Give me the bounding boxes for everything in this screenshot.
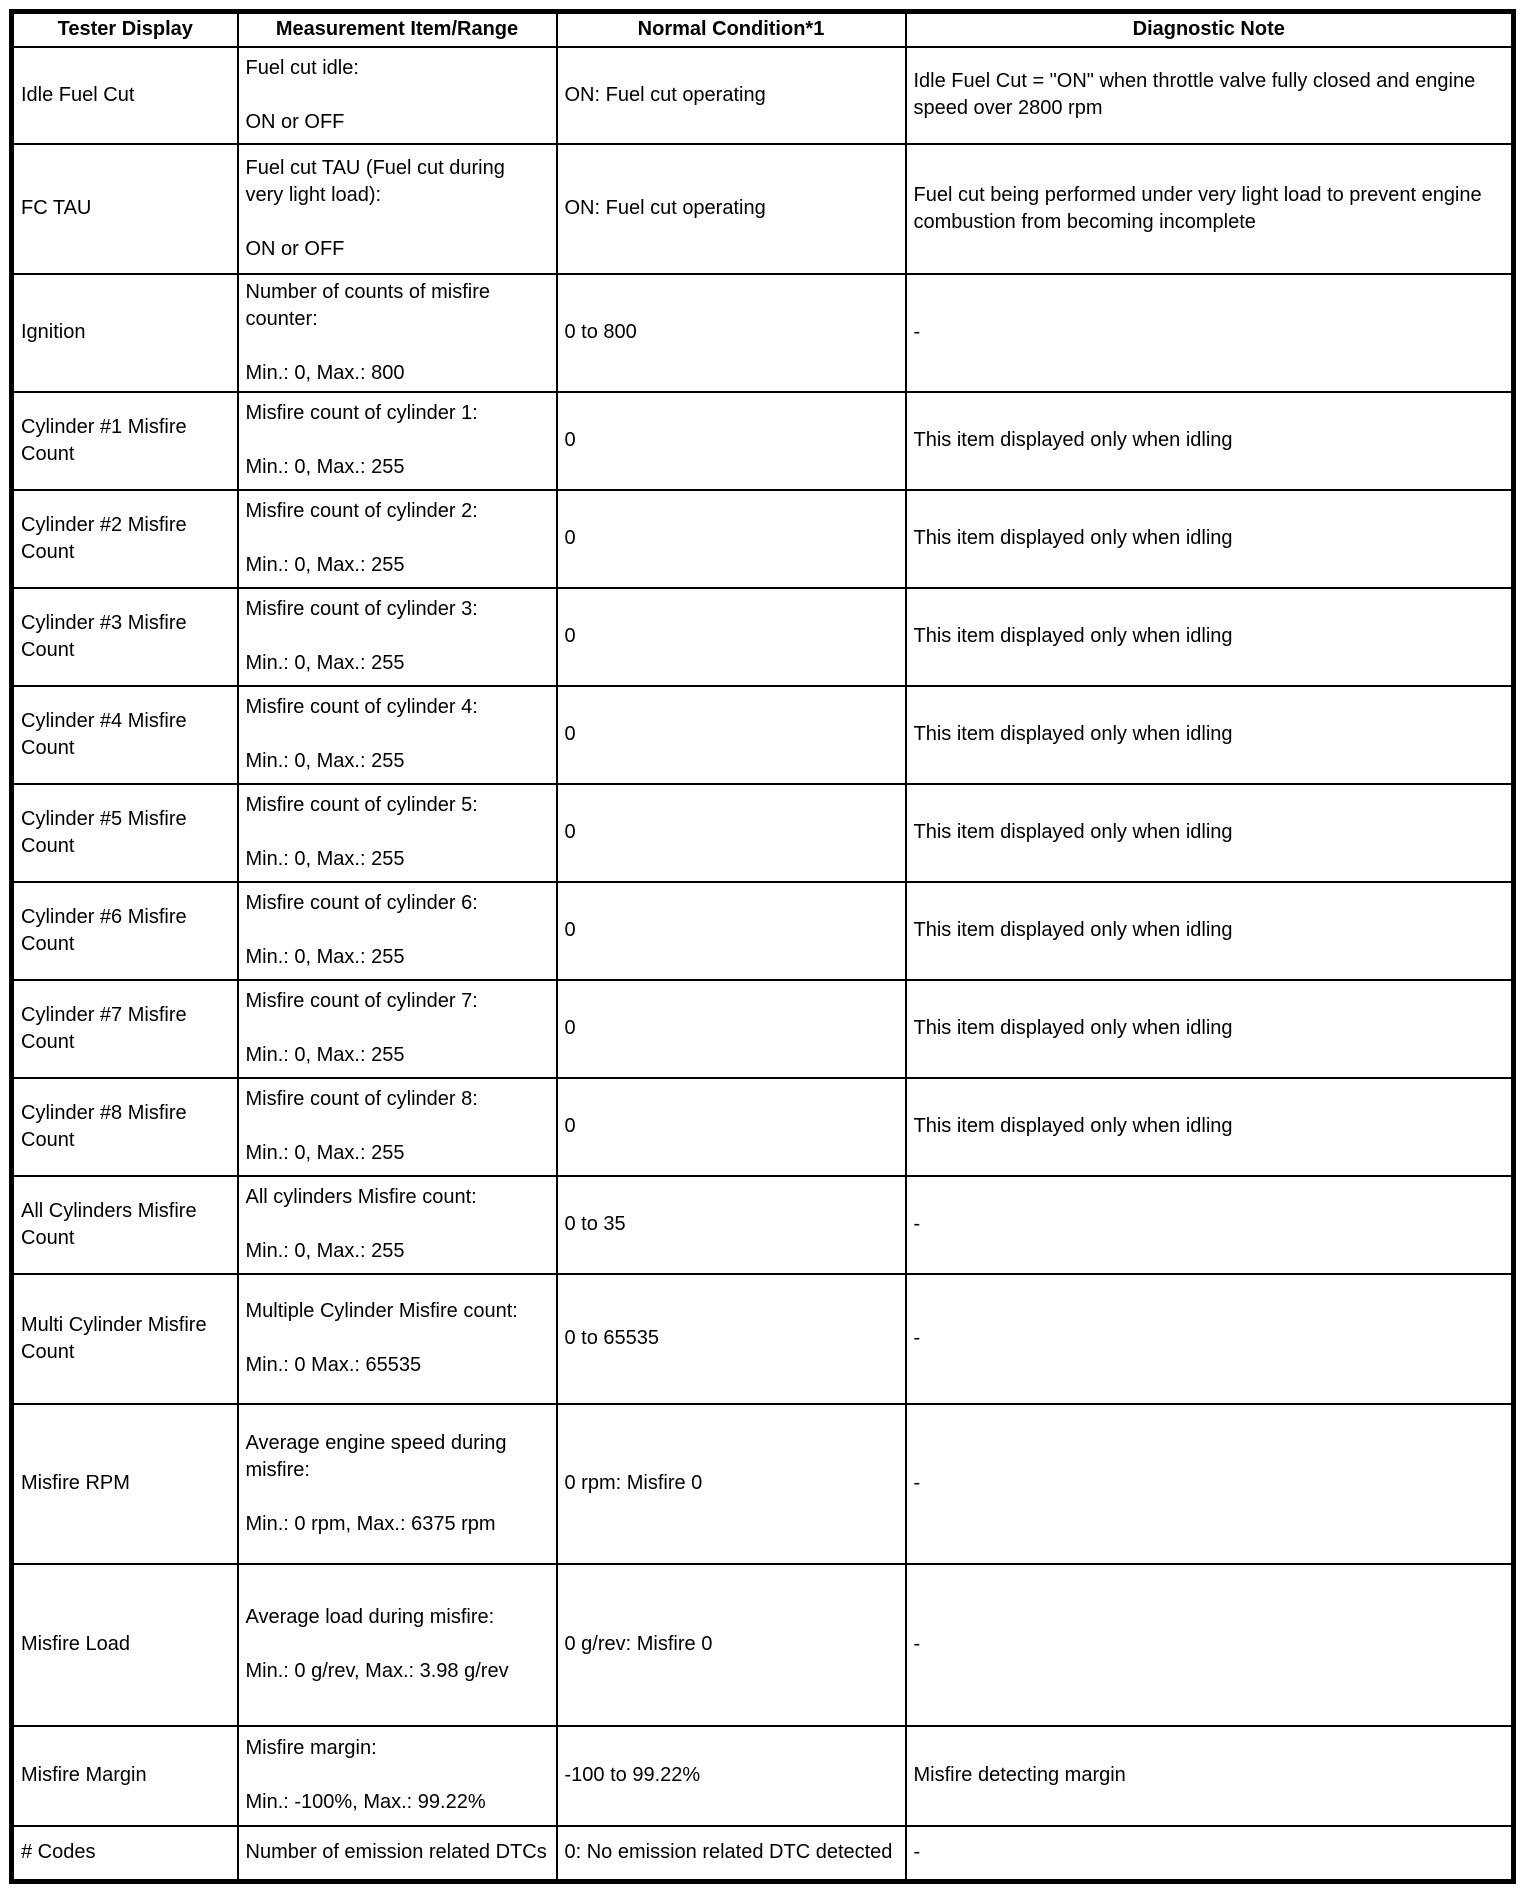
tester-display-cell: Cylinder #5 Misfire Count xyxy=(12,784,238,882)
column-header-tester-display: Tester Display xyxy=(12,12,238,47)
measurement-item-line: Min.: 0, Max.: 255 xyxy=(245,750,405,772)
measurement-item-line: All cylinders Misfire count: xyxy=(245,1186,477,1208)
diagnostic-note-cell: Fuel cut being performed under very light load to prevent engine combustion from becoming incomplete xyxy=(906,144,1514,274)
measurement-item-line: Min.: 0, Max.: 800 xyxy=(245,361,405,384)
measurement-item-line: Number of counts of misfire counter: xyxy=(245,280,491,330)
measurement-item-range-cell xyxy=(238,980,557,1078)
normal-condition-cell: 0 xyxy=(557,490,906,588)
measurement-item-range-cell xyxy=(238,144,557,274)
tester-display-cell: Multi Cylinder Misfire Count xyxy=(12,1274,238,1404)
table-row xyxy=(12,882,1514,980)
measurement-item-range-cell xyxy=(238,686,557,784)
measurement-item-range-cell xyxy=(238,392,557,490)
measurement-item-range-cell xyxy=(238,490,557,588)
normal-condition-cell: 0: No emission related DTC detected xyxy=(557,1826,906,1882)
diagnostic-note-cell: This item displayed only when idling xyxy=(906,686,1514,784)
measurement-item-line: Min.: 0, Max.: 255 xyxy=(245,554,405,576)
normal-condition-cell: 0 to 800 xyxy=(557,274,906,392)
measurement-item-line: Number of emission related DTCs xyxy=(245,1841,547,1864)
table-header xyxy=(12,12,1514,47)
table-row xyxy=(12,274,1514,392)
measurement-item-line: Misfire count of cylinder 6: xyxy=(245,892,478,914)
diagnostic-note-cell: - xyxy=(906,1564,1514,1726)
table-row xyxy=(12,490,1514,588)
diagnostic-note-cell: - xyxy=(906,1176,1514,1274)
measurement-item-line: Misfire count of cylinder 2: xyxy=(245,500,478,522)
measurement-item-line: Fuel cut idle: xyxy=(245,56,359,79)
diagnostic-note-cell: This item displayed only when idling xyxy=(906,588,1514,686)
table-row xyxy=(12,1176,1514,1274)
diagnostic-note-cell: Misfire detecting margin xyxy=(906,1726,1514,1826)
measurement-item-range-cell xyxy=(238,882,557,980)
diagnostic-data-table xyxy=(9,9,1516,1884)
measurement-item-line: Min.: 0 g/rev, Max.: 3.98 g/rev xyxy=(245,1660,509,1682)
diagnostic-note-cell: This item displayed only when idling xyxy=(906,784,1514,882)
measurement-item-line: Min.: 0, Max.: 255 xyxy=(245,652,405,674)
measurement-item-line: Misfire margin: xyxy=(245,1737,377,1759)
measurement-item-line: ON or OFF xyxy=(245,237,345,260)
measurement-item-range-cell xyxy=(238,1826,557,1882)
table-row xyxy=(12,47,1514,144)
header-row xyxy=(12,12,1514,47)
table-row xyxy=(12,1404,1514,1564)
normal-condition-cell: 0 xyxy=(557,980,906,1078)
measurement-item-line: Min.: 0, Max.: 255 xyxy=(245,848,405,870)
diagnostic-note-cell: This item displayed only when idling xyxy=(906,882,1514,980)
measurement-item-line: Average engine speed during misfire: xyxy=(245,1431,507,1481)
tester-display-cell: Ignition xyxy=(12,274,238,392)
table-row xyxy=(12,392,1514,490)
measurement-item-line: Min.: 0, Max.: 255 xyxy=(245,456,405,478)
measurement-item-line: Misfire count of cylinder 5: xyxy=(245,794,478,816)
table-row xyxy=(12,1078,1514,1176)
tester-display-cell: Misfire RPM xyxy=(12,1404,238,1564)
diagnostic-note-cell: - xyxy=(906,1404,1514,1564)
tester-display-cell: Cylinder #1 Misfire Count xyxy=(12,392,238,490)
measurement-item-line: Min.: 0, Max.: 255 xyxy=(245,1044,405,1066)
table-row xyxy=(12,1726,1514,1826)
tester-display-cell: Cylinder #6 Misfire Count xyxy=(12,882,238,980)
diagnostic-note-cell: - xyxy=(906,1826,1514,1882)
table-row xyxy=(12,686,1514,784)
tester-display-cell: Misfire Load xyxy=(12,1564,238,1726)
normal-condition-cell: -100 to 99.22% xyxy=(557,1726,906,1826)
measurement-item-line: Average load during misfire: xyxy=(245,1606,495,1628)
diagnostic-note-cell: - xyxy=(906,274,1514,392)
tester-display-cell: Misfire Margin xyxy=(12,1726,238,1826)
measurement-item-line: Min.: 0, Max.: 255 xyxy=(245,1142,405,1164)
measurement-item-range-cell xyxy=(238,784,557,882)
normal-condition-cell: ON: Fuel cut operating xyxy=(557,47,906,144)
table-row xyxy=(12,980,1514,1078)
normal-condition-cell: 0 xyxy=(557,882,906,980)
measurement-item-line: Fuel cut TAU (Fuel cut during very light load): xyxy=(245,156,505,206)
normal-condition-cell: 0 xyxy=(557,784,906,882)
measurement-item-range-cell xyxy=(238,47,557,144)
tester-display-cell: Idle Fuel Cut xyxy=(12,47,238,144)
measurement-item-range-cell xyxy=(238,274,557,392)
tester-display-cell: Cylinder #2 Misfire Count xyxy=(12,490,238,588)
column-header-normal-condition: Normal Condition*1 xyxy=(557,12,906,47)
tester-display-cell: Cylinder #7 Misfire Count xyxy=(12,980,238,1078)
measurement-item-line: Min.: 0, Max.: 255 xyxy=(245,1240,405,1262)
normal-condition-cell: 0 xyxy=(557,392,906,490)
diagnostic-note-cell: This item displayed only when idling xyxy=(906,980,1514,1078)
measurement-item-line: Misfire count of cylinder 3: xyxy=(245,598,478,620)
tester-display-cell: Cylinder #4 Misfire Count xyxy=(12,686,238,784)
normal-condition-cell: ON: Fuel cut operating xyxy=(557,144,906,274)
table-row xyxy=(12,1564,1514,1726)
measurement-item-line: ON or OFF xyxy=(245,110,345,133)
table-row xyxy=(12,784,1514,882)
table-row xyxy=(12,1274,1514,1404)
table-row xyxy=(12,144,1514,274)
normal-condition-cell: 0 rpm: Misfire 0 xyxy=(557,1404,906,1564)
column-header-measurement-item-range: Measurement Item/Range xyxy=(238,12,557,47)
diagnostic-note-cell: This item displayed only when idling xyxy=(906,490,1514,588)
measurement-item-range-cell xyxy=(238,1274,557,1404)
measurement-item-line: Misfire count of cylinder 4: xyxy=(245,696,478,718)
normal-condition-cell: 0 to 35 xyxy=(557,1176,906,1274)
table-row xyxy=(12,1826,1514,1882)
normal-condition-cell: 0 to 65535 xyxy=(557,1274,906,1404)
measurement-item-range-cell xyxy=(238,1078,557,1176)
tester-display-cell: FC TAU xyxy=(12,144,238,274)
normal-condition-cell: 0 xyxy=(557,588,906,686)
measurement-item-range-cell xyxy=(238,1404,557,1564)
table-row xyxy=(12,588,1514,686)
tester-display-cell: Cylinder #8 Misfire Count xyxy=(12,1078,238,1176)
diagnostic-note-cell: This item displayed only when idling xyxy=(906,392,1514,490)
diagnostic-note-cell: - xyxy=(906,1274,1514,1404)
measurement-item-range-cell xyxy=(238,588,557,686)
normal-condition-cell: 0 xyxy=(557,1078,906,1176)
measurement-item-line: Misfire count of cylinder 1: xyxy=(245,402,478,424)
normal-condition-cell: 0 g/rev: Misfire 0 xyxy=(557,1564,906,1726)
measurement-item-line: Misfire count of cylinder 8: xyxy=(245,1088,478,1110)
diagnostic-note-cell: This item displayed only when idling xyxy=(906,1078,1514,1176)
normal-condition-cell: 0 xyxy=(557,686,906,784)
measurement-item-range-cell xyxy=(238,1726,557,1826)
tester-display-cell: # Codes xyxy=(12,1826,238,1882)
measurement-item-line: Min.: 0 Max.: 65535 xyxy=(245,1354,422,1376)
table-body xyxy=(12,47,1514,1882)
measurement-item-line: Misfire count of cylinder 7: xyxy=(245,990,478,1012)
measurement-item-line: Multiple Cylinder Misfire count: xyxy=(245,1300,518,1322)
measurement-item-range-cell xyxy=(238,1176,557,1274)
measurement-item-range-cell xyxy=(238,1564,557,1726)
column-header-diagnostic-note: Diagnostic Note xyxy=(906,12,1514,47)
tester-display-cell: Cylinder #3 Misfire Count xyxy=(12,588,238,686)
diagnostic-note-cell: Idle Fuel Cut = "ON" when throttle valve fully closed and engine speed over 2800 rpm xyxy=(906,47,1514,144)
measurement-item-line: Min.: 0 rpm, Max.: 6375 rpm xyxy=(245,1512,496,1535)
tester-display-cell: All Cylinders Misfire Count xyxy=(12,1176,238,1274)
measurement-item-line: Min.: -100%, Max.: 99.22% xyxy=(245,1791,486,1813)
measurement-item-line: Min.: 0, Max.: 255 xyxy=(245,946,405,968)
